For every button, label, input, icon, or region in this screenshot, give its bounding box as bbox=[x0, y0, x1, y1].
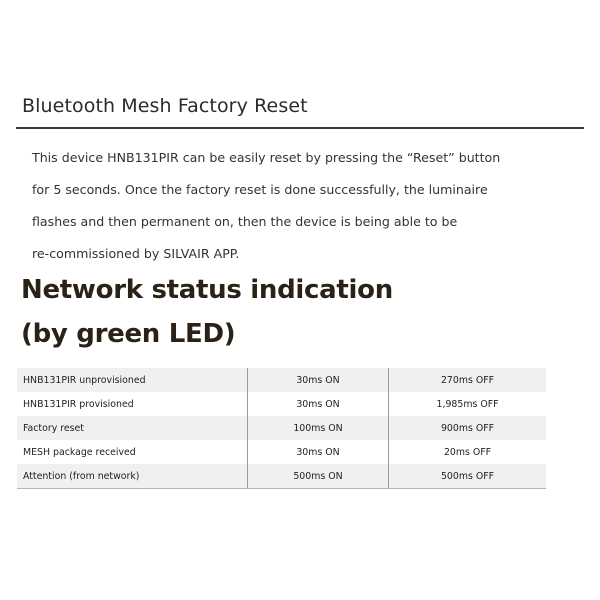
off-duration-cell: 500ms OFF bbox=[389, 464, 547, 489]
reset-description-line: flashes and then permanent on, then the device is being able to be bbox=[32, 214, 458, 229]
table-row bbox=[17, 392, 546, 416]
status-cell: Factory reset bbox=[17, 416, 248, 440]
network-status-heading bbox=[21, 268, 393, 356]
status-cell: Attention (from network) bbox=[17, 464, 248, 489]
network-status-heading-line: Network status indication bbox=[21, 275, 393, 305]
table-row bbox=[17, 440, 546, 464]
off-duration-cell: 900ms OFF bbox=[389, 416, 547, 440]
reset-description-line: for 5 seconds. Once the factory reset is done successfully, the luminaire bbox=[32, 182, 488, 197]
reset-description-line: re-commissioned by SILVAIR APP. bbox=[32, 246, 240, 261]
table-row bbox=[17, 464, 546, 489]
reset-description bbox=[32, 142, 577, 270]
off-duration-cell: 20ms OFF bbox=[443, 446, 492, 458]
section-divider bbox=[16, 127, 584, 129]
status-cell: HNB131PIR unprovisioned bbox=[17, 368, 248, 392]
on-duration-cell: 30ms ON bbox=[248, 368, 389, 392]
on-duration-cell: 100ms ON bbox=[248, 416, 389, 440]
section-title: Bluetooth Mesh Factory Reset bbox=[22, 95, 308, 117]
table-row bbox=[17, 416, 546, 440]
reset-description-line: This device HNB131PIR can be easily reset by pressing the “Reset” button bbox=[32, 150, 501, 165]
on-duration-cell: 30ms ON bbox=[248, 392, 389, 416]
network-status-heading-line: (by green LED) bbox=[21, 319, 236, 349]
off-duration-cell: 270ms OFF bbox=[389, 368, 547, 392]
on-duration-cell: 500ms ON bbox=[248, 464, 389, 489]
led-status-table bbox=[17, 368, 546, 489]
on-duration-cell: 30ms ON bbox=[248, 440, 389, 464]
table-row bbox=[17, 368, 546, 392]
status-cell: HNB131PIR provisioned bbox=[17, 392, 248, 416]
off-duration-cell: 1,985ms OFF bbox=[436, 398, 499, 410]
status-cell: MESH package received bbox=[17, 440, 248, 464]
